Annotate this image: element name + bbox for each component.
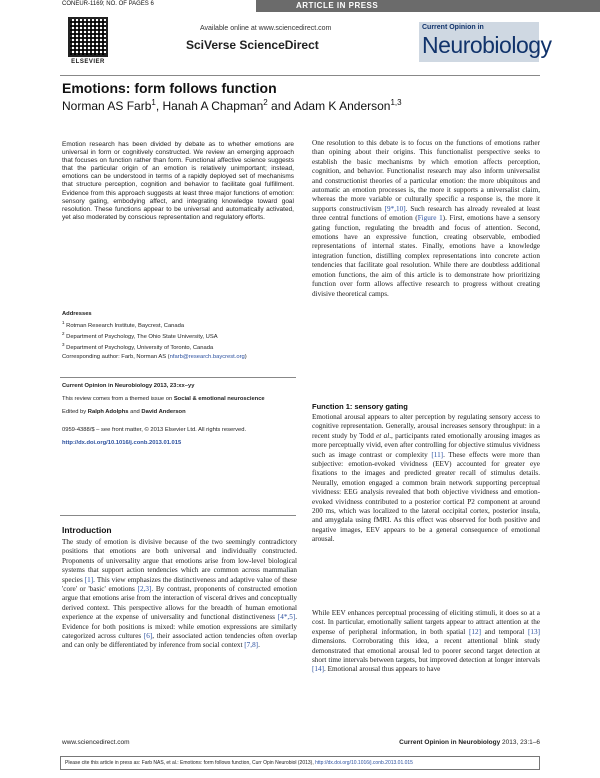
addresses-heading: Addresses bbox=[62, 311, 92, 317]
editor-conjunction: and bbox=[130, 409, 140, 415]
abstract: Emotion research has been divided by debate as to whether emotions are universal in form or cognitively constructed. We review an emerging approach that focuses on function rather than form. Functional affective science suggests that the particular origin of an emotion is relatively unimportant; instead, emotions can be understood in terms of a rapidly deployed set of mechanisms that structure perception, cognition and behavior to facilitate goal fulfillment. Evidence from this approach suggests at least three major functions of emotion: sensory gating, embodying affect, and integrating knowledge toward goal resolution. These functions appear to be universal and automatically activated, yet also moderated by conscious representation and regulatory efforts. bbox=[62, 141, 294, 221]
top-bar bbox=[0, 0, 600, 12]
text-run: . These effects were more than subjective: emotion-evoked vividness (EEV) accounted for greater eye fixations to the images and predicted greater recall of stimulus details. Neurally, emotion engaged a common brain network supporting perceptual vividness: EEG analysis revealed that both objective vividness and emotion-evoked vividness contributed to a posterior cortical P2 component at around 200 ms, which was localized to the lateral occipital cortex, posterior insula, and amygdala using fMRI. As this effect was observed for both positive and negative images, EEV appears to be a general consequence of emotional arousal. bbox=[312, 450, 540, 544]
text-run: ). First, emotions have a sensory gating function, regulating the breadth and focus of attention. Second, emotions have an expressive function, creating observable, embodied representations of internal states. Finally, emotions have a knowledge integration function, distilling complex representations into concrete action tendencies that facilitate goal resolution. While there are doubtless additional emotion functions, the aim of this article is to demonstrate how prioritizing function over form allows affective research to progress without creating divisive theoretical camps. bbox=[312, 214, 540, 298]
author-list: Norman AS Farb$^1$, Hanah A Chapman$^2$ and Adam K Anderson$^{1,3}$ bbox=[62, 98, 402, 113]
editor-name: David Anderson bbox=[141, 409, 186, 415]
platform-name: SciVerse ScienceDirect bbox=[186, 38, 319, 52]
email-link[interactable]: nfarb@research.baycrest.org bbox=[169, 354, 245, 360]
header-divider bbox=[60, 75, 540, 76]
in-press-banner: ARTICLE IN PRESS bbox=[256, 0, 600, 12]
info-divider-top bbox=[60, 377, 296, 378]
text-run: . By contrast, proponents of constructed emotion argue that emotions arise from the interaction of visceral drives and conceptually derived context. This perspective allows for the breadth of human emotional experience at the expense of universality and functional distinctiveness bbox=[62, 585, 297, 622]
author-affiliation-mark: 1,3 bbox=[390, 98, 402, 107]
text-run: and temporal bbox=[480, 627, 528, 636]
address-number: 1 bbox=[62, 319, 65, 325]
citation-link[interactable]: [6] bbox=[143, 632, 153, 641]
info-volume: 2013, 23:xx–yy bbox=[153, 383, 195, 389]
cite-text: Please cite this article in press as: Farb NAS, et al.: Emotions: form follows function, Curr Opin Neurobiol (2013), bbox=[65, 760, 316, 766]
publisher-logo bbox=[62, 17, 114, 73]
copyright: 0959-4388/$ – see front matter, © 2013 Elsevier Ltd. All rights reserved. bbox=[62, 427, 247, 433]
available-online: Available online at www.sciencedirect.com bbox=[200, 25, 332, 32]
citation-link[interactable]: [13] bbox=[528, 627, 540, 636]
author-affiliation-mark: 2 bbox=[263, 98, 268, 107]
text-run: , their associated action tendencies often overlap and can only be differentiated by inference from social context bbox=[62, 632, 297, 650]
citation-link[interactable]: [1] bbox=[84, 575, 94, 584]
text-run: . This view emphasizes the distinctiveness and adaptive value of these 'core' or 'basic' emotions bbox=[62, 575, 297, 594]
footer-pages: 2013, 23:1–6 bbox=[500, 739, 540, 746]
address-text: Department of Psychology, University of Toronto, Canada bbox=[66, 345, 214, 352]
article-title: Emotions: form follows function bbox=[62, 80, 277, 96]
manuscript-code: CONEUR-1169; NO. OF PAGES 6 bbox=[62, 1, 154, 7]
address-line bbox=[62, 341, 302, 352]
publisher-name: ELSEVIER bbox=[71, 59, 105, 65]
resolution-paragraph bbox=[312, 139, 540, 299]
intro-heading: Introduction bbox=[62, 525, 112, 535]
et-al: et al bbox=[376, 431, 390, 440]
text-run: . Evidence for both positions is mixed: while emotion expressions are similarly categorized across cultures bbox=[62, 613, 297, 641]
author-name: Adam K Anderson bbox=[293, 99, 391, 113]
figure-link[interactable]: Figure 1 bbox=[417, 214, 443, 223]
citation-link[interactable]: [11] bbox=[431, 450, 444, 459]
text-run: . Emotional arousal thus appears to have bbox=[323, 665, 441, 674]
author-affiliation-mark: 1 bbox=[151, 98, 156, 107]
address-number: 2 bbox=[62, 330, 65, 336]
text-run: . Such research has already revealed at least three central functions of emotion ( bbox=[312, 204, 540, 223]
info-divider-bottom bbox=[60, 515, 296, 516]
article-info bbox=[62, 382, 294, 447]
citation-link[interactable]: [7,8] bbox=[244, 641, 259, 650]
editor-name: Ralph Adolphs bbox=[87, 409, 129, 415]
info-journal: Current Opinion in Neurobiology bbox=[62, 383, 153, 389]
footer-journal-name: Current Opinion in Neurobiology bbox=[399, 739, 501, 746]
site-link[interactable]: www.sciencedirect.com bbox=[62, 739, 130, 746]
address-line bbox=[62, 319, 302, 330]
text-run: dimensions. Corroborating this idea, a recent attentional blink study demonstrated that emotional arousal led to poorer second target detection at short time intervals between targets, but improved detection at longer intervals bbox=[312, 637, 540, 665]
theme-label: This review comes from a themed issue on bbox=[62, 396, 173, 402]
citation-box bbox=[60, 756, 540, 770]
address-number: 3 bbox=[62, 342, 65, 348]
citation-link[interactable]: [9*,10] bbox=[384, 204, 406, 213]
address-text: Rotman Research Institute, Baycrest, Canada bbox=[66, 322, 185, 329]
citation-link[interactable]: [2,3] bbox=[137, 585, 152, 594]
intro-paragraph bbox=[62, 538, 297, 651]
function-heading: Function 1: sensory gating bbox=[312, 402, 408, 411]
addresses bbox=[62, 311, 302, 353]
text-run: ., participants rated emotionally arousing images as more perceptually vivid, even after controlling for objective stimulus vividness such as image contrast or complexity bbox=[312, 431, 540, 459]
qr-code-icon bbox=[68, 17, 108, 57]
journal-series: Current Opinion in bbox=[422, 24, 484, 31]
theme-name: Social & emotional neuroscience bbox=[173, 396, 265, 402]
edited-label: Edited by bbox=[62, 409, 87, 415]
author-conjunction: and bbox=[271, 99, 292, 113]
author-name: Norman AS Farb bbox=[62, 99, 152, 113]
text-run: One resolution to this debate is to focus on the functions of emotions rather than opining about their origins. This functionalist perspective seeks to establish the basic mechanisms by which emotion affects perception, cognition, and behavior. Functionalist research may also inform universalist and constructionist theories of a particular emotion: the more ubiquitous and automatic an emotion processes is, the more it supports a universalist claim, whereas the more variable or culturally specific a response is, the more it supports constructivism bbox=[312, 139, 540, 213]
text-run: Emotional arousal appears to alter perception by regulating sensory access to cognitive representation. Generally, arousal increases sensory throughput: in a recent study by Todd bbox=[312, 413, 540, 440]
corresponding-label: Corresponding author: Farb, Norman AS ( bbox=[62, 354, 170, 360]
sensory-gating-paragraph bbox=[312, 413, 540, 545]
cite-doi-link[interactable]: http://dx.doi.org/10.1016/j.conb.2013.01.015 bbox=[315, 760, 413, 766]
citation-link[interactable]: [14] bbox=[312, 665, 324, 674]
journal-name: Neurobiology bbox=[422, 32, 552, 58]
journal-banner bbox=[419, 22, 552, 62]
address-line bbox=[62, 330, 302, 341]
text-run: The study of emotion is divisive because of the two seemingly contradictory positions that emotions are both universal and individually constructed. Proponents of universality argue that emotions arise from low-level biological systems that support action tendencies which are common across mammalian species bbox=[62, 538, 297, 584]
corresponding-close: ) bbox=[244, 354, 247, 360]
citation-link[interactable]: [12] bbox=[469, 627, 481, 636]
citation-link[interactable]: [4*,5] bbox=[277, 613, 296, 622]
footer-journal bbox=[399, 739, 540, 746]
text-run: While EEV enhances perceptual processing of eliciting stimuli, it does so at a cost. In particular, emotionally salient targets appear to attract attention at the expense of peripheral information, in both spatial bbox=[312, 609, 540, 636]
corresponding-author bbox=[62, 354, 302, 360]
doi-link[interactable]: http://dx.doi.org/10.1016/j.conb.2013.01.015 bbox=[62, 440, 182, 446]
text-run: . bbox=[258, 641, 260, 650]
eev-paragraph bbox=[312, 609, 540, 675]
author-name: Hanah A Chapman bbox=[162, 99, 264, 113]
address-text: Department of Psychology, The Ohio State University, USA bbox=[66, 333, 218, 340]
